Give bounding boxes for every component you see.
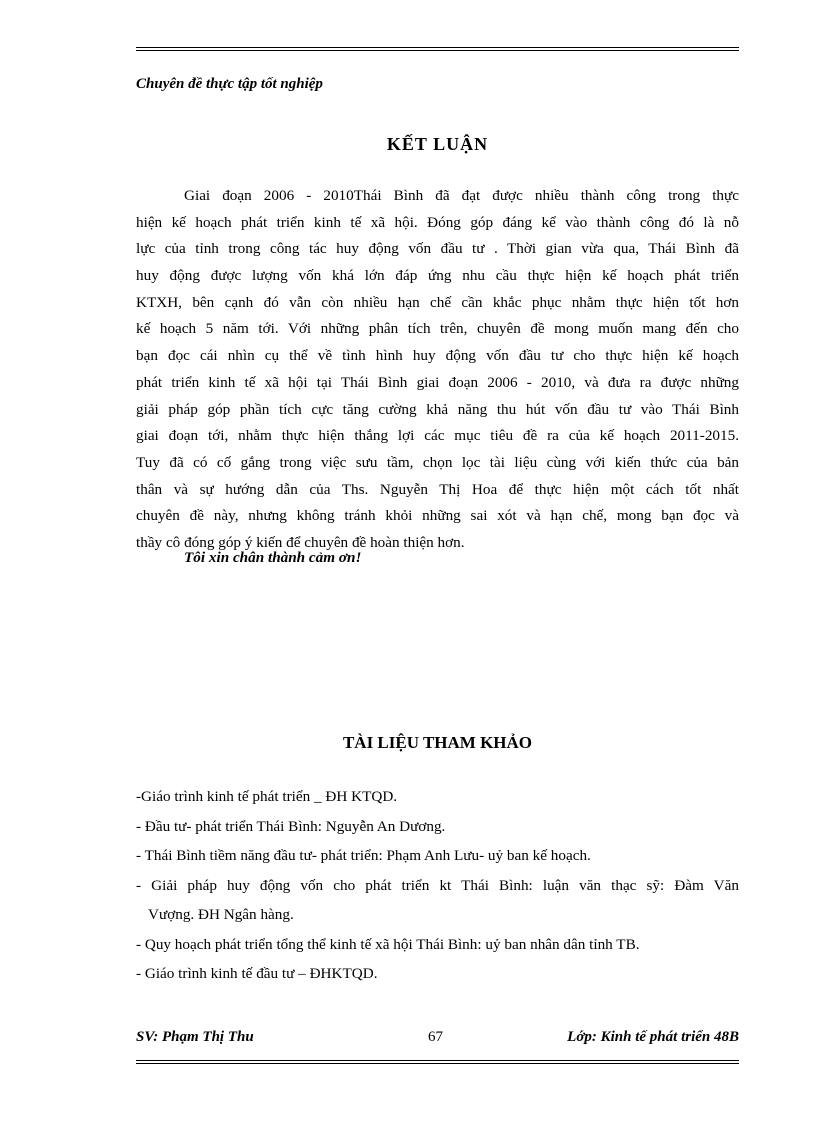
reference-item-continuation: Vượng. ĐH Ngân hàng. bbox=[148, 906, 294, 923]
reference-item: -Giáo trình kinh tế phát triển _ ĐH KTQD. bbox=[136, 788, 398, 805]
thanks-line: Tôi xin chân thành cảm ơn! bbox=[184, 549, 362, 566]
references-heading: TÀI LIỆU THAM KHẢO bbox=[342, 733, 533, 752]
paragraph-line: kế hoạch 5 năm tới. Với những phân tích trên, chuyên đề mong muốn mang đến cho bbox=[136, 320, 739, 338]
references-list bbox=[136, 782, 739, 989]
paragraph-line: giải pháp góp phần tích cực tăng cường khả năng thu hút vốn đầu tư vào Thái Bình bbox=[136, 400, 739, 418]
paragraph-line: giai đoạn tới, nhằm thực hiện thắng lợi các mục tiêu đề ra của kế hoạch 2011-2015. bbox=[136, 427, 739, 445]
page-footer bbox=[136, 1029, 739, 1051]
footer-rule bbox=[136, 1060, 739, 1064]
paragraph-line: phát triển kinh tế xã hội tại Thái Bình giai đoạn 2006 - 2010, và đưa ra được những bbox=[136, 373, 739, 391]
conclusion-heading: KẾT LUẬN bbox=[386, 134, 489, 154]
paragraph-line: thầy cô đóng góp ý kiến để chuyên đề hoàn thiện hơn. bbox=[136, 533, 465, 551]
reference-item: - Thái Bình tiềm năng đầu tư- phát triển: Phạm Anh Lưu- uỷ ban kế hoạch. bbox=[136, 847, 591, 864]
paragraph-line: thân và sự hướng dẫn của Ths. Nguyễn Thị Hoa để thực hiện một cách tốt nhất bbox=[136, 480, 739, 498]
paragraph-line: KTXH, bên cạnh đó vẫn còn nhiều hạn chế cần khắc phục nhằm thực hiện tốt hơn bbox=[136, 293, 739, 311]
paragraph-line: lực của tỉnh trong công tác huy động vốn đầu tư . Thời gian vừa qua, Thái Bình đã bbox=[136, 240, 739, 258]
paragraph-line: Tuy đã có cố gắng trong việc sưu tầm, chọn lọc tài liệu cùng với kiến thức của bản bbox=[136, 453, 739, 471]
page-number: 67 bbox=[428, 1029, 443, 1045]
paragraph-line: bạn đọc cái nhìn cụ thể về tình hình huy động vốn đầu tư cho thực hiện kế hoạch bbox=[136, 347, 739, 365]
reference-item: - Giáo trình kinh tế đầu tư – ĐHKTQD. bbox=[136, 965, 378, 982]
header-rule bbox=[136, 47, 739, 51]
reference-item: - Giải pháp huy động vốn cho phát triển kt Thái Bình: luận văn thạc sỹ: Đàm Văn bbox=[136, 876, 739, 894]
paragraph-line: chuyên đề này, nhưng không tránh khỏi những sai xót và hạn chế, mong bạn đọc và bbox=[136, 507, 739, 525]
header-title: Chuyên đề thực tập tốt nghiệp bbox=[136, 76, 323, 92]
footer-class: Lớp: Kinh tế phát triển 48B bbox=[567, 1029, 739, 1045]
reference-item: - Quy hoạch phát triển tổng thể kinh tế xã hội Thái Bình: uỷ ban nhân dân tỉnh TB. bbox=[136, 935, 640, 953]
paragraph-line: huy động được lượng vốn khá lớn đáp ứng nhu cầu thực hiện kế hoạch phát triển bbox=[136, 267, 739, 285]
paragraph-line: Giai đoạn 2006 - 2010Thái Bình đã đạt được nhiều thành công trong thực bbox=[184, 187, 739, 204]
footer-student: SV: Phạm Thị Thu bbox=[136, 1029, 254, 1045]
conclusion-paragraph bbox=[136, 183, 739, 557]
reference-item: - Đầu tư- phát triển Thái Bình: Nguyễn An Dương. bbox=[136, 817, 446, 835]
paragraph-line: hiện kế hoạch phát triển kinh tế xã hội. Đóng góp đáng kể vào thành công đó là nỗ bbox=[136, 213, 739, 231]
